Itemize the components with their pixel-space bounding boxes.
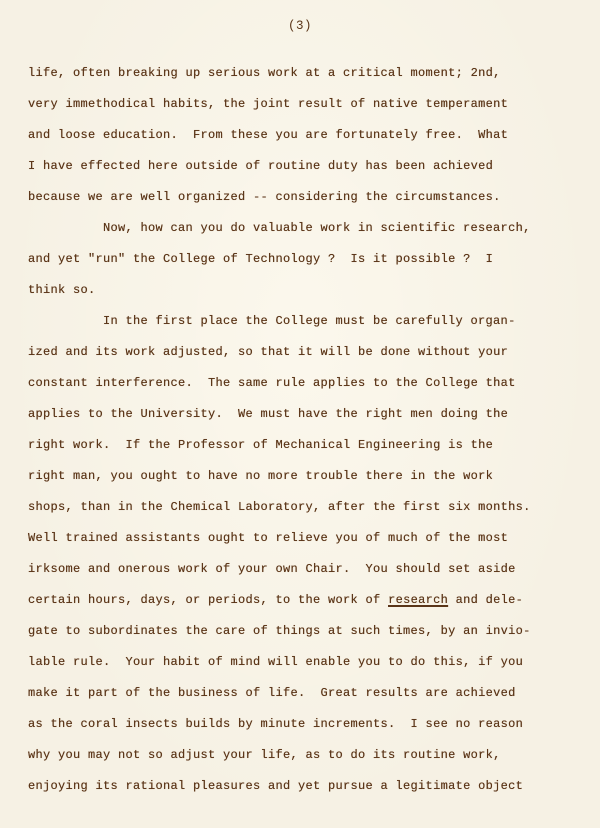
text-line: why you may not so adjust your life, as to do its routine work, [28, 748, 501, 762]
text-segment: certain hours, days, or periods, to the work of [28, 593, 389, 607]
text-line: right man, you ought to have no more trouble there in the work [28, 469, 494, 483]
text-line: make it part of the business of life. Great results are achieved [28, 686, 516, 700]
text-line: irksome and onerous work of your own Chair. You should set aside [28, 562, 516, 576]
text-line: shops, than in the Chemical Laboratory, after the first six months. [28, 500, 531, 514]
text-line: constant interference. The same rule applies to the College that [28, 376, 516, 390]
text-line: gate to subordinates the care of things at such times, by an invio- [28, 624, 531, 638]
text-line: ized and its work adjusted, so that it will be done without your [28, 345, 509, 359]
text-line: I have effected here outside of routine duty has been achieved [28, 159, 494, 173]
text-segment: and dele- [448, 593, 524, 607]
text-line: very immethodical habits, the joint result of native temperament [28, 97, 509, 111]
text-line: and yet "run" the College of Technology ? Is it possible ? I [28, 252, 494, 266]
text-line: and loose education. From these you are fortunately free. What [28, 128, 509, 142]
text-line: Now, how can you do valuable work in scientific research, [103, 221, 531, 235]
text-line: as the coral insects builds by minute increments. I see no reason [28, 717, 524, 731]
text-line: In the first place the College must be carefully organ- [103, 314, 516, 328]
text-line: enjoying its rational pleasures and yet pursue a legitimate object [28, 779, 524, 793]
text-line: applies to the University. We must have the right men doing the [28, 407, 509, 421]
page-number: (3) [287, 19, 312, 33]
text-line: life, often breaking up serious work at a critical moment; 2nd, [28, 66, 501, 80]
underlined-word: research [388, 593, 449, 607]
text-line: lable rule. Your habit of mind will enable you to do this, if you [28, 655, 524, 669]
text-line: because we are well organized -- considering the circumstances. [28, 190, 501, 204]
text-line: think so. [28, 283, 96, 297]
text-line: right work. If the Professor of Mechanical Engineering is the [28, 438, 494, 452]
text-line: Well trained assistants ought to relieve you of much of the most [28, 531, 509, 545]
text-line [28, 593, 523, 607]
